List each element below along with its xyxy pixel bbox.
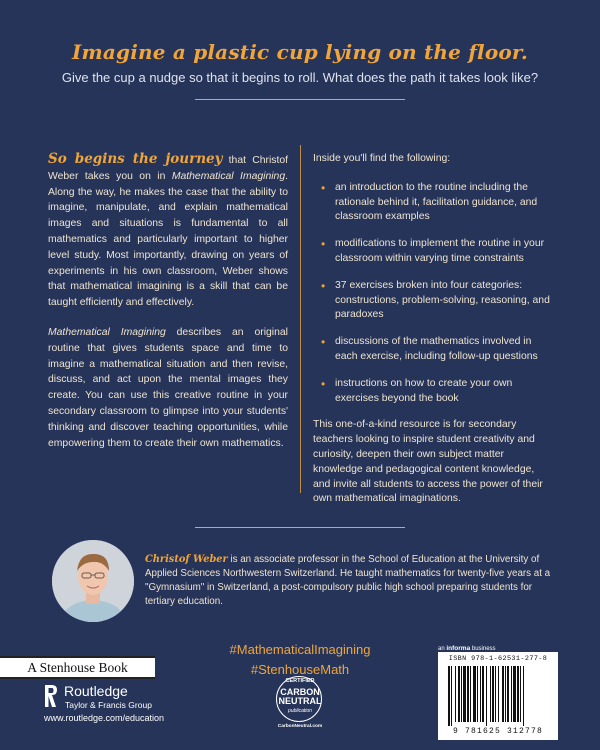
routledge-r-icon	[44, 684, 58, 708]
lead-phrase: So begins the journey	[48, 151, 223, 167]
hashtag: #StenhouseMath	[250, 662, 350, 677]
publisher-url: www.routledge.com/education	[44, 713, 165, 723]
barcode-number: 9 781625 312778	[452, 727, 543, 736]
routledge-logo	[44, 682, 234, 712]
barcode-box	[438, 652, 558, 740]
description-paragraph-2: Mathematical Imagining describes an original routine that gives students space and time to imagine a mathematical situation and then revise, discuss, and act upon the mental images they create. You can use this creative routine in your secondary classroom to glimpse into your students' thinking and discover teaching opportunities, while empowering them to create their own mathematics.	[48, 326, 288, 449]
right-column	[313, 152, 553, 507]
author-name: Christof Weber	[145, 554, 228, 565]
stenhouse-banner: A Stenhouse Book	[0, 656, 155, 679]
author-portrait-icon	[52, 540, 134, 622]
list-item: • discussions of the mathematics involved in each exercise, including follow-up questions	[321, 335, 538, 362]
contents-list	[313, 181, 553, 407]
list-item: • instructions on how to create your own exercises beyond the book	[321, 376, 513, 404]
bullet-icon: •	[321, 278, 326, 293]
list-item: • 37 exercises broken into four categories: constructions, problem-solving, reasoning, and paradoxes	[321, 278, 550, 321]
author-bio: Christof Weber is an associate professor in the School of Education at the University of Applied Sciences Northwestern Switzerland. He taught mathematics for twenty-five years at a "Gymnasium" in Switzerland, a post-compulsory public high school preparing students for tertiary education.	[145, 554, 551, 607]
publisher-group: Taylor & Francis Group	[65, 700, 152, 710]
carbon-neutral-badge: CERTIFIED CARBON NEUTRAL publication CarbonNeutral.com	[277, 678, 323, 729]
book-title-italic: Mathematical Imagining	[171, 170, 286, 182]
description-paragraph-1: So begins the journey that Christof Weber takes you on in Mathematical Imagining. Along the way, he makes the case that the ability to imagine, manipulate, and explain mathematical images and situations is fundamental to all mathematics and particularly important to higher level study. Most importantly, drawing on years of experiments in his own classroom, Weber shows that mathematical imagining is a skill that can be taught efficiently and effectively.	[48, 151, 288, 309]
hashtags	[200, 640, 400, 680]
bullet-icon: •	[321, 376, 326, 391]
isbn-label: ISBN 978-1-62531-277-8	[448, 655, 548, 663]
opening-prompt: Give the cup a nudge so that it begins to roll. What does the path it takes look like?	[61, 70, 539, 85]
bullet-icon: •	[321, 237, 326, 252]
mid-rule	[195, 527, 405, 528]
list-item: • an introduction to the routine including the rationale behind it, facilitation guidance, and classroom examples	[321, 180, 538, 223]
publisher-name: Routledge	[64, 683, 128, 699]
barcode-icon	[448, 666, 548, 726]
informa-label: an informa business	[438, 645, 496, 652]
top-rule	[195, 99, 405, 100]
book-title-italic: Mathematical Imagining	[48, 326, 166, 338]
author-photo	[52, 540, 134, 622]
column-divider	[300, 145, 301, 493]
audience-paragraph: This one-of-a-kind resource is for secondary teachers looking to inspire student creativity and curiosity, deepen their own subject matter knowledge and pedagogical content knowledge, and invite all students to access the power of their own mathematical imaginations.	[313, 419, 543, 505]
left-column	[48, 152, 288, 465]
contents-intro: Inside you'll find the following:	[313, 153, 451, 164]
bullet-icon: •	[321, 180, 326, 195]
bullet-icon: •	[321, 335, 326, 350]
tagline: Imagine a plastic cup lying on the floor.	[71, 40, 528, 64]
hashtag: #MathematicalImagining	[229, 642, 371, 657]
list-item: • modifications to implement the routine in your classroom within varying time constraints	[321, 237, 545, 264]
